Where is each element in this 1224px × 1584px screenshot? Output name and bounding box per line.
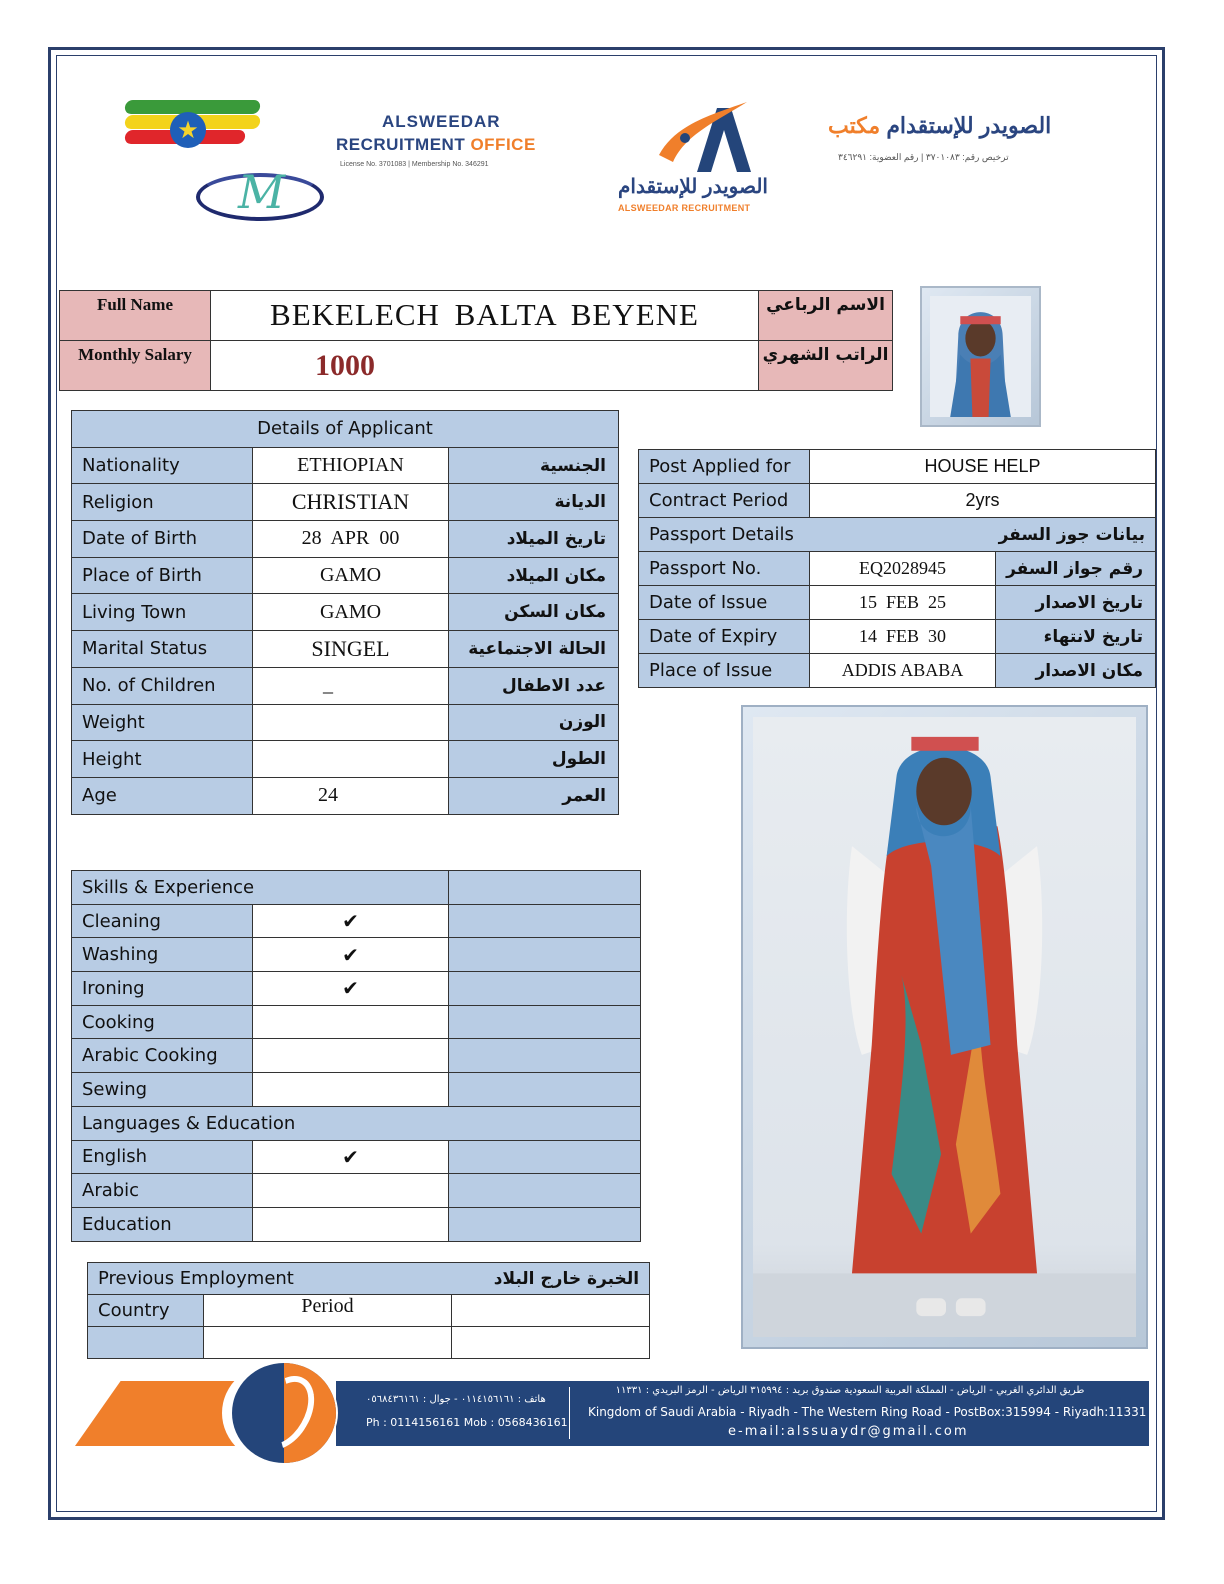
applicant-photo-small bbox=[920, 286, 1041, 427]
passport-title-ar: بيانات جوز السفر bbox=[998, 524, 1146, 545]
details-row-children bbox=[72, 667, 619, 704]
details-row-date-of-birth bbox=[72, 521, 619, 558]
languages-header-row bbox=[72, 1106, 641, 1140]
applicant-photo-full bbox=[741, 705, 1148, 1349]
check-cell bbox=[253, 1039, 449, 1073]
language-label: English bbox=[72, 1140, 253, 1174]
details-label-ar: مكان الميلاد bbox=[449, 557, 619, 594]
footer-email[interactable]: e-mail:alssuaydr@gmail.com bbox=[728, 1424, 969, 1439]
details-row-living-town bbox=[72, 594, 619, 631]
details-label-ar: الوزن bbox=[449, 704, 619, 741]
languages-title: Languages & Education bbox=[72, 1106, 641, 1140]
passport-label-ar: مكان الاصدار bbox=[996, 654, 1156, 688]
details-label-ar: العمر bbox=[449, 777, 619, 814]
check-cell bbox=[253, 1005, 449, 1039]
passport-value: EQ2028945 bbox=[810, 552, 996, 586]
check-mark-icon: ✔ bbox=[253, 904, 449, 938]
post-value: HOUSE HELP bbox=[810, 450, 1156, 484]
details-label: Marital Status bbox=[72, 631, 253, 668]
previous-header-row bbox=[88, 1263, 650, 1295]
details-label-ar: مكان السكن bbox=[449, 594, 619, 631]
details-label-ar: الديانة bbox=[449, 484, 619, 521]
skill-row-sewing bbox=[72, 1073, 641, 1107]
passport-label-ar: تاريخ الاصدار bbox=[996, 586, 1156, 620]
passport-value: 14 FEB 30 bbox=[810, 620, 996, 654]
language-label: Arabic bbox=[72, 1174, 253, 1208]
skills-header-row bbox=[72, 871, 641, 905]
details-label-ar: تاريخ الميلاد bbox=[449, 521, 619, 558]
skill-row-cleaning bbox=[72, 904, 641, 938]
post-row bbox=[639, 450, 1156, 484]
details-label-ar: عدد الاطفال bbox=[449, 667, 619, 704]
check-mark-icon: ✔ bbox=[253, 1140, 449, 1174]
full-name-value: BEKELECH BALTA BEYENE bbox=[211, 291, 759, 341]
details-label: Nationality bbox=[72, 447, 253, 484]
skill-label: Ironing bbox=[72, 972, 253, 1006]
passport-row-issue-date bbox=[639, 586, 1156, 620]
details-value: GAMO bbox=[253, 557, 449, 594]
country-label: Country bbox=[88, 1295, 204, 1327]
details-value: 24 bbox=[253, 777, 449, 814]
star-icon: ★ bbox=[170, 112, 206, 148]
footer-phone-ar: هاتف : ٠١١٤١٥٦١٦١ - جوال : ٠٥٦٨٤٣٦١٦١ bbox=[366, 1394, 546, 1405]
language-row-english bbox=[72, 1140, 641, 1174]
footer-logo-icon bbox=[232, 1363, 336, 1463]
passport-row-place-of-issue bbox=[639, 654, 1156, 688]
full-name-label-ar: الاسم الرباعي bbox=[759, 291, 893, 341]
details-label: Place of Birth bbox=[72, 557, 253, 594]
details-row-age bbox=[72, 777, 619, 814]
period-label: Period bbox=[204, 1295, 452, 1327]
skill-row-cooking bbox=[72, 1005, 641, 1039]
check-cell bbox=[253, 1207, 449, 1241]
post-label: Post Applied for bbox=[639, 450, 810, 484]
footer-address-ar: طريق الدائري الغربي - الرياض - المملكة العربية السعودية صندوق بريد : ٣١٥٩٩٤ الرياض - الرمز البريدي : ١١٣٣١ bbox=[615, 1385, 1085, 1396]
passport-value: 15 FEB 25 bbox=[810, 586, 996, 620]
details-row-nationality bbox=[72, 447, 619, 484]
passport-label-ar: رقم جواز السفر bbox=[996, 552, 1156, 586]
person-full-body-icon bbox=[753, 717, 1136, 1337]
salary-label: Monthly Salary bbox=[60, 341, 211, 391]
skill-label: Cooking bbox=[72, 1005, 253, 1039]
passport-label-ar: تاريخ لانتهاء bbox=[996, 620, 1156, 654]
office-name-line2 bbox=[336, 135, 536, 155]
skill-label: Cleaning bbox=[72, 904, 253, 938]
skill-label: Arabic Cooking bbox=[72, 1039, 253, 1073]
passport-title: Passport Details bbox=[649, 524, 794, 545]
passport-value: ADDIS ABABA bbox=[810, 654, 996, 688]
passport-details-table bbox=[638, 449, 1156, 688]
details-value: CHRISTIAN bbox=[253, 484, 449, 521]
skills-title: Skills & Experience bbox=[72, 871, 449, 905]
full-name-row bbox=[60, 291, 893, 341]
details-value: ETHIOPIAN bbox=[253, 447, 449, 484]
passport-label: Passport No. bbox=[639, 552, 810, 586]
skill-row-ironing bbox=[72, 972, 641, 1006]
license-line: License No. 3701083 | Membership No. 346291 bbox=[340, 161, 489, 168]
details-row-weight bbox=[72, 704, 619, 741]
details-label-ar: الحالة الاجتماعية bbox=[449, 631, 619, 668]
education-label: Education bbox=[72, 1207, 253, 1241]
contract-label: Contract Period bbox=[639, 484, 810, 518]
right-logo-arabic bbox=[828, 113, 1051, 139]
skill-label: Washing bbox=[72, 938, 253, 972]
full-name-label: Full Name bbox=[60, 291, 211, 341]
details-value: 28 APR 00 bbox=[253, 521, 449, 558]
details-title: Details of Applicant bbox=[72, 411, 619, 448]
center-logo-arabic: الصويدر للإستقدام bbox=[618, 176, 768, 198]
check-mark-icon: ✔ bbox=[253, 972, 449, 1006]
right-logo-sub: ترخيص رقم: ٣٧٠١٠٨٣ | رقم العضوية: ٣٤٦٢٩١ bbox=[838, 152, 1009, 162]
check-cell bbox=[253, 1174, 449, 1208]
right-logo-arabic-b: الصويدر للإستقدام bbox=[886, 113, 1052, 138]
office-name-recruitment: RECRUITMENT bbox=[336, 135, 466, 154]
details-label: Living Town bbox=[72, 594, 253, 631]
office-name-line1: ALSWEEDAR bbox=[382, 112, 501, 131]
passport-row-expiry-date bbox=[639, 620, 1156, 654]
details-label: Date of Birth bbox=[72, 521, 253, 558]
details-label: Age bbox=[72, 777, 253, 814]
alsweedar-a-logo-icon bbox=[655, 100, 755, 175]
footer-address-en: Kingdom of Saudi Arabia - Riyadh - The Western Ring Road - PostBox:315994 - Riyadh:11331 bbox=[588, 1405, 1147, 1419]
skills-experience-table bbox=[71, 870, 641, 1242]
person-portrait-icon bbox=[930, 296, 1031, 417]
right-logo-arabic-a: مكتب bbox=[828, 113, 881, 138]
details-label: Height bbox=[72, 741, 253, 778]
details-label: Weight bbox=[72, 704, 253, 741]
check-cell bbox=[253, 1073, 449, 1107]
contract-row bbox=[639, 484, 1156, 518]
details-label: No. of Children bbox=[72, 667, 253, 704]
details-row-religion bbox=[72, 484, 619, 521]
education-row bbox=[72, 1207, 641, 1241]
passport-label: Date of Expiry bbox=[639, 620, 810, 654]
previous-employment-table bbox=[87, 1262, 650, 1359]
previous-title-ar: الخبرة خارج البلاد bbox=[493, 1268, 640, 1289]
language-row-arabic bbox=[72, 1174, 641, 1208]
passport-header-row bbox=[639, 518, 1156, 552]
center-logo-english: ALSWEEDAR RECRUITMENT bbox=[618, 203, 751, 213]
details-of-applicant-table bbox=[71, 410, 619, 815]
identity-table bbox=[59, 290, 893, 391]
m-logo-letter: M bbox=[238, 165, 286, 219]
details-label: Religion bbox=[72, 484, 253, 521]
details-label-ar: الطول bbox=[449, 741, 619, 778]
details-value: SINGEL bbox=[253, 631, 449, 668]
details-row-marital-status bbox=[72, 631, 619, 668]
details-label-ar: الجنسية bbox=[449, 447, 619, 484]
details-value bbox=[253, 704, 449, 741]
details-value: _ bbox=[253, 667, 449, 704]
details-row-place-of-birth bbox=[72, 557, 619, 594]
passport-row-number bbox=[639, 552, 1156, 586]
footer-divider bbox=[569, 1387, 570, 1439]
details-header-row bbox=[72, 411, 619, 448]
passport-label: Date of Issue bbox=[639, 586, 810, 620]
footer-phone-en: Ph : 0114156161 Mob : 0568436161 bbox=[366, 1416, 568, 1429]
salary-value: 1000 bbox=[211, 341, 759, 391]
details-value bbox=[253, 741, 449, 778]
salary-row bbox=[60, 341, 893, 391]
details-row-height bbox=[72, 741, 619, 778]
office-name-office: OFFICE bbox=[470, 135, 536, 154]
previous-title: Previous Employment bbox=[98, 1268, 294, 1289]
previous-empty-row bbox=[88, 1327, 650, 1359]
skill-row-washing bbox=[72, 938, 641, 972]
previous-column-row bbox=[88, 1295, 650, 1327]
salary-label-ar: الراتب الشهري bbox=[759, 341, 893, 391]
check-mark-icon: ✔ bbox=[253, 938, 449, 972]
skill-label: Sewing bbox=[72, 1073, 253, 1107]
skill-row-arabic-cooking bbox=[72, 1039, 641, 1073]
contract-value: 2yrs bbox=[810, 484, 1156, 518]
details-value: GAMO bbox=[253, 594, 449, 631]
passport-label: Place of Issue bbox=[639, 654, 810, 688]
